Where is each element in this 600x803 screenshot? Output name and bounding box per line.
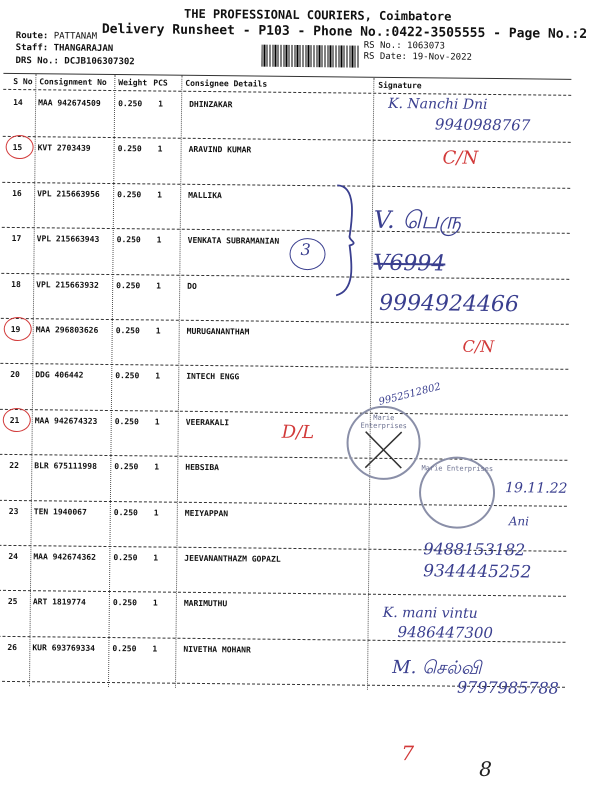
row-sno: 17: [11, 234, 22, 244]
row-sno: 19: [10, 324, 21, 335]
col-pcs: PCS: [153, 78, 168, 88]
row-sno: 21: [9, 415, 20, 425]
row-sno: 16: [12, 188, 22, 198]
signature-24-phone1: 9488153182: [423, 539, 526, 560]
row-consignee: ARAVIND KUMAR: [188, 145, 252, 155]
row-sno: 18: [11, 279, 21, 289]
row-sno: 14: [13, 97, 23, 108]
drs-label: DRS No.:: [15, 56, 59, 67]
table-row: [0, 321, 600, 372]
row-sno: 20: [10, 370, 20, 380]
row-weight: 0.250: [113, 553, 138, 563]
row-pcs: 1: [152, 644, 158, 654]
row-sno: 22: [9, 461, 19, 471]
row-pcs: 1: [153, 508, 159, 518]
signature-15-cn: C/N: [442, 147, 479, 169]
row-consignment: MAA 942674509: [38, 98, 101, 108]
row-pcs: 1: [156, 235, 162, 245]
signature-16-17: V. பெரு: [373, 205, 462, 235]
signature-17-struck: V6994: [373, 250, 446, 277]
group-count: 3: [300, 239, 311, 260]
row-consignment: DDG 406442: [35, 370, 84, 381]
row-pcs: 1: [158, 99, 163, 109]
row-weight: 0.250: [118, 99, 143, 109]
signature-23: Ani: [508, 514, 530, 529]
row-weight: 0.250: [112, 598, 138, 608]
stamp-text-2: Marie Enterprises: [421, 464, 494, 474]
sno-circle-mark: [3, 408, 31, 432]
row-consignee: NIVETHA MOHANR: [183, 644, 251, 655]
stamp-text: Marie Enterprises: [360, 413, 407, 431]
row-consignee: DHINZAKAR: [189, 99, 233, 110]
table-row: [0, 593, 598, 644]
row-consignee: VEERAKALI: [185, 417, 230, 428]
drs-line: [15, 56, 134, 67]
row-consignment: KVT 2703439: [37, 143, 91, 154]
rs-number: RS No.: 1063073: [363, 40, 446, 52]
signature-21-dl: D/L: [281, 421, 315, 444]
row-weight: 0.250: [117, 144, 142, 154]
signature-19-cn: C/N: [462, 336, 495, 357]
signature-24-phone2: 9344445252: [423, 561, 532, 583]
row-consignee: MURUGANANTHAM: [186, 326, 250, 337]
row-weight: 0.250: [116, 235, 141, 245]
row-pcs: 1: [153, 553, 159, 563]
row-weight: 0.250: [115, 371, 140, 381]
signature-18-phone: 9994924466: [378, 290, 520, 318]
row-pcs: 1: [157, 144, 163, 154]
row-consignment: MAA 942674323: [34, 416, 98, 426]
row-consignment: MAA 296803626: [35, 325, 99, 335]
route-line: [16, 31, 97, 42]
table-row: [2, 185, 600, 236]
signature-26-name: M. செல்வி: [392, 656, 482, 679]
row-consignee: INTECH ENGG: [186, 372, 240, 382]
col-consignee: Consignee Details: [185, 78, 268, 89]
route-value: PATTANAM: [53, 31, 98, 42]
rs-date: RS Date: 19-Nov-2022: [363, 51, 473, 63]
company-stamp: [346, 405, 421, 480]
route-label: Route:: [15, 31, 49, 42]
sno-circle-mark: [6, 135, 34, 159]
row-consignee: MARIMUTHU: [183, 599, 228, 609]
table-row: [2, 139, 600, 190]
row-weight: 0.250: [113, 507, 138, 517]
row-weight: 0.250: [115, 326, 140, 336]
signature-25-name: K. mani vintu: [382, 604, 478, 622]
staff-line: [16, 43, 114, 54]
row-consignee: DO: [187, 281, 197, 291]
row-consignee: HEBSIBA: [185, 462, 220, 473]
drs-value: DCJB106307302: [64, 56, 135, 68]
col-signature: Signature: [378, 80, 422, 91]
signature-20-phone: 9952512802: [377, 381, 443, 408]
row-consignment: VPL 215663932: [36, 279, 99, 290]
table-row: [0, 366, 600, 417]
row-pcs: 1: [152, 598, 158, 608]
row-weight: 0.250: [117, 189, 142, 200]
row-pcs: 1: [156, 281, 162, 291]
row-consignee: VENKATA SUBRAMANIAN: [187, 236, 280, 246]
row-pcs: 1: [154, 417, 160, 427]
col-consignment: Consignment No: [39, 77, 107, 87]
company-title: THE PROFESSIONAL COURIERS, Coimbatore: [183, 6, 452, 24]
col-sno: S No: [13, 76, 33, 87]
staff-value: THANGARAJAN: [53, 43, 114, 55]
curly-brace: [331, 180, 362, 300]
row-consignment: BLR 675111998: [34, 461, 97, 472]
row-pcs: 1: [154, 462, 160, 472]
row-consignment: MAA 942674362: [33, 552, 97, 562]
barcode: [261, 45, 359, 68]
signature-14-name: K. Nanchi Dni: [388, 95, 488, 113]
row-consignment: VPL 215663943: [36, 234, 100, 245]
runsheet-subtitle: Delivery Runsheet - P103 - Phone No.:0422-3505555 - Page No.:2: [101, 21, 588, 42]
row-sno: 26: [7, 642, 18, 652]
company-stamp-2: [419, 456, 496, 529]
row-pcs: 1: [157, 190, 163, 200]
sno-circle-mark: [4, 317, 32, 341]
row-sno: 23: [8, 506, 19, 516]
row-sno: 25: [7, 597, 18, 607]
row-consignee: MEIYAPPAN: [184, 508, 229, 518]
row-consignee: JEEVANANTHAZM GOPAZL: [184, 553, 281, 564]
row-consignee: MALLIKA: [188, 190, 222, 200]
signature-26-phone: 9797985788: [456, 677, 559, 698]
signature-25-phone: 9486447300: [397, 623, 494, 643]
staff-label: Staff:: [15, 43, 49, 54]
row-sno: 15: [12, 143, 23, 153]
row-consignment: VPL 215663956: [37, 189, 100, 199]
footer-mark-b: 8: [479, 756, 493, 782]
row-sno: 24: [8, 551, 19, 562]
row-weight: 0.250: [114, 462, 139, 472]
row-consignment: KUR 693769334: [32, 643, 96, 653]
row-consignment: TEN 1940067: [33, 506, 87, 517]
row-consignment: ART 1819774: [32, 597, 86, 608]
signature-22-date: 19.11.22: [505, 480, 568, 497]
row-weight: 0.250: [112, 643, 137, 654]
col-weight: Weight: [118, 78, 148, 88]
row-weight: 0.250: [116, 280, 141, 290]
row-pcs: 1: [155, 371, 161, 381]
signature-14-phone: 9940988767: [434, 115, 531, 135]
row-pcs: 1: [155, 326, 161, 336]
row-weight: 0.250: [114, 416, 139, 427]
footer-mark-a: 7: [401, 741, 415, 766]
cross-mark-icon: [363, 430, 403, 470]
